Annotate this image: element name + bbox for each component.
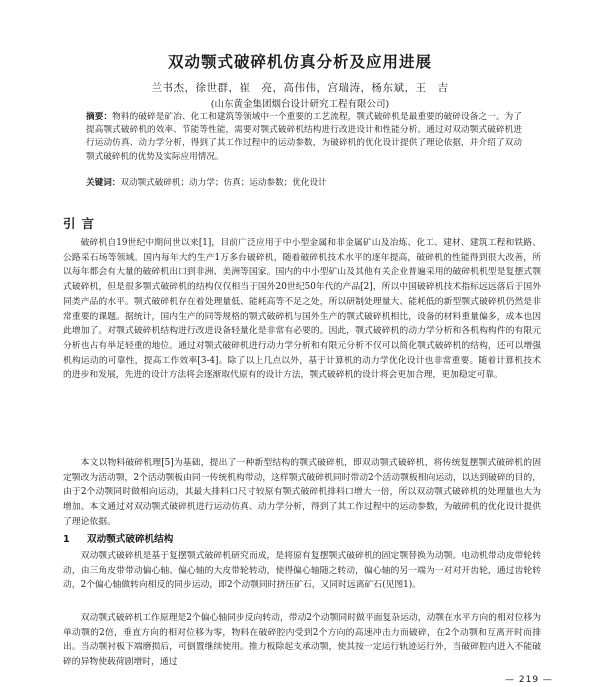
section-1-paragraph-1 xyxy=(63,549,541,593)
affiliation: (山东黄金集团烟台设计研究工程有限公司) xyxy=(210,99,390,110)
keywords xyxy=(86,177,522,190)
intro-paragraph-2 xyxy=(63,456,541,530)
paragraph: 双动颚式破碎机工作原理是2个偏心轴同步反向转动，带动2个动颚同时做平面复杂运动，动颚在水平方向的相对位移为单动颚的2倍，垂直方向的相对位移为零，物料在破碎腔内受到2个方向的高速冲击力而破碎，在2个动颚和互离开时而排出。当动颚衬板下端磨损后，可倒置继续使用。推力板除起支承动颚，使其按一定运行轨迹运行外，当破碎腔内进入不能破碎的异物使载荷剧增时，通过 xyxy=(63,613,541,668)
intro-heading: 引言 xyxy=(63,216,101,231)
keywords-text: 双动颚式破碎机；动力学；仿真；运动参数；优化设计 xyxy=(120,178,327,188)
abstract-label: 摘要： xyxy=(86,112,113,122)
abstract xyxy=(86,111,522,164)
paragraph: 双动颚式破碎机是基于复摆颚式破碎机研究而成，是将原有复摆颚式破碎机的固定颚替换为动颚。电动机带动皮带轮转动，由三角皮带带动偏心轴、偏心轴的大皮带轮转动，使得偏心轴随之转动，偏心轴的另一端为一对对开齿轮，通过齿轮转动，2个偏心轴做转向相反的同步运动，即2个动颚同时挤压矿石，又同时远离矿石(见图1)。 xyxy=(63,551,541,591)
section-number: 1 xyxy=(63,534,70,545)
section-1-paragraph-2 xyxy=(63,611,541,670)
paragraph: 本文以物料破碎机理[5]为基础，提出了一种新型结构的颚式破碎机，即双动颚式破碎机，将传统复摆颚式破碎机的固定颚改为活动颚，2个活动颚板由同一传统机构带动，这样颚式破碎机同时带动2个活动颚板相向运动，以达到破碎的目的，由于2个动颚同时做相向运动，其最大排料口尺寸较原有颚式破碎机排料口增大一倍，所以双动颚式破碎机的处理量也大为增加。本文通过对双动颚式破碎机进行运动仿真、动力学分析，得到了其工作过程中的运动参数，为破碎机的优化设计提供了理论依据。 xyxy=(63,458,541,527)
author-list: 兰书杰，徐世群，崔 亮，高伟伟，宫瑞涛，杨东斌，王 吉 xyxy=(151,82,449,94)
section-1-heading xyxy=(63,531,173,545)
intro-paragraph-1 xyxy=(63,236,541,383)
page-number: — 219 — xyxy=(505,675,553,685)
abstract-text: 物料的破碎是矿冶、化工和建筑等领域中一个重要的工艺流程，颚式破碎机是最重要的破碎设备之一。为了提高颚式破碎机的效率、节能等性能，需要对颚式破碎机结构进行改进设计和性能分析。通过对双动颚式破碎机进行运动仿真、动力学分析，得到了其工作过程中的运动参数，为破碎机的优化设计提供了理论依据，并介绍了双动颚式破碎机的优势及实际应用情况。 xyxy=(86,112,522,162)
paper-title: 双动颚式破碎机仿真分析及应用进展 xyxy=(167,53,432,71)
paragraph: 破碎机自19世纪中期问世以来[1]，目前广泛应用于中小型金属和非金属矿山及冶炼、化工、建材、建筑工程和铁路、公路采石场等领域。国内每年大约生产1万多台破碎机，随着破碎机技术水平的逐年提高，破碎机的性能得到很大改善，所以每年都会有大量的破碎机出口到非洲、美洲等国家。国内的中小型矿山及其他有关企业普遍采用的破碎机机型是复摆式颚式破碎机，但是很多颚式破碎机的结构仅仅相当于国外20世纪50年代的产品[2]，所以中国破碎机技术指标远远落后于国外同类产品的水平。颚式破碎机存在着处理量低、能耗高等不足之处，所以研制处理量大、能耗低的新型颚式破碎机仍然是非常重要的课题。据统计，国内生产的同等规格的颚式破碎机与国外生产的颚式破碎机相比，设备的材料重量偏多，成本也因此增加了。对颚式破碎机结构进行改进设备轻量化是非常有必要的。因此，颚式破碎机的动力学分析和各机构构件的有限元分析也占有举足轻重的地位。通过对颚式破碎机进行动力学分析和有限元分析不仅可以简化颚式破碎机的结构，还可以增强机构运动的可靠性，提高工作效率[3-4]。除了以上几点以外，基于计算机的动力学优化设计也非常重要。随着计算机技术的进步和发展，先进的设计方法将会逐渐取代原有的设计方法，颚式破碎机的设计将会更加合理，更加稳定可靠。 xyxy=(63,238,541,381)
section-title: 双动颚式破碎机结构 xyxy=(87,534,174,545)
keywords-label: 关键词： xyxy=(86,178,121,188)
